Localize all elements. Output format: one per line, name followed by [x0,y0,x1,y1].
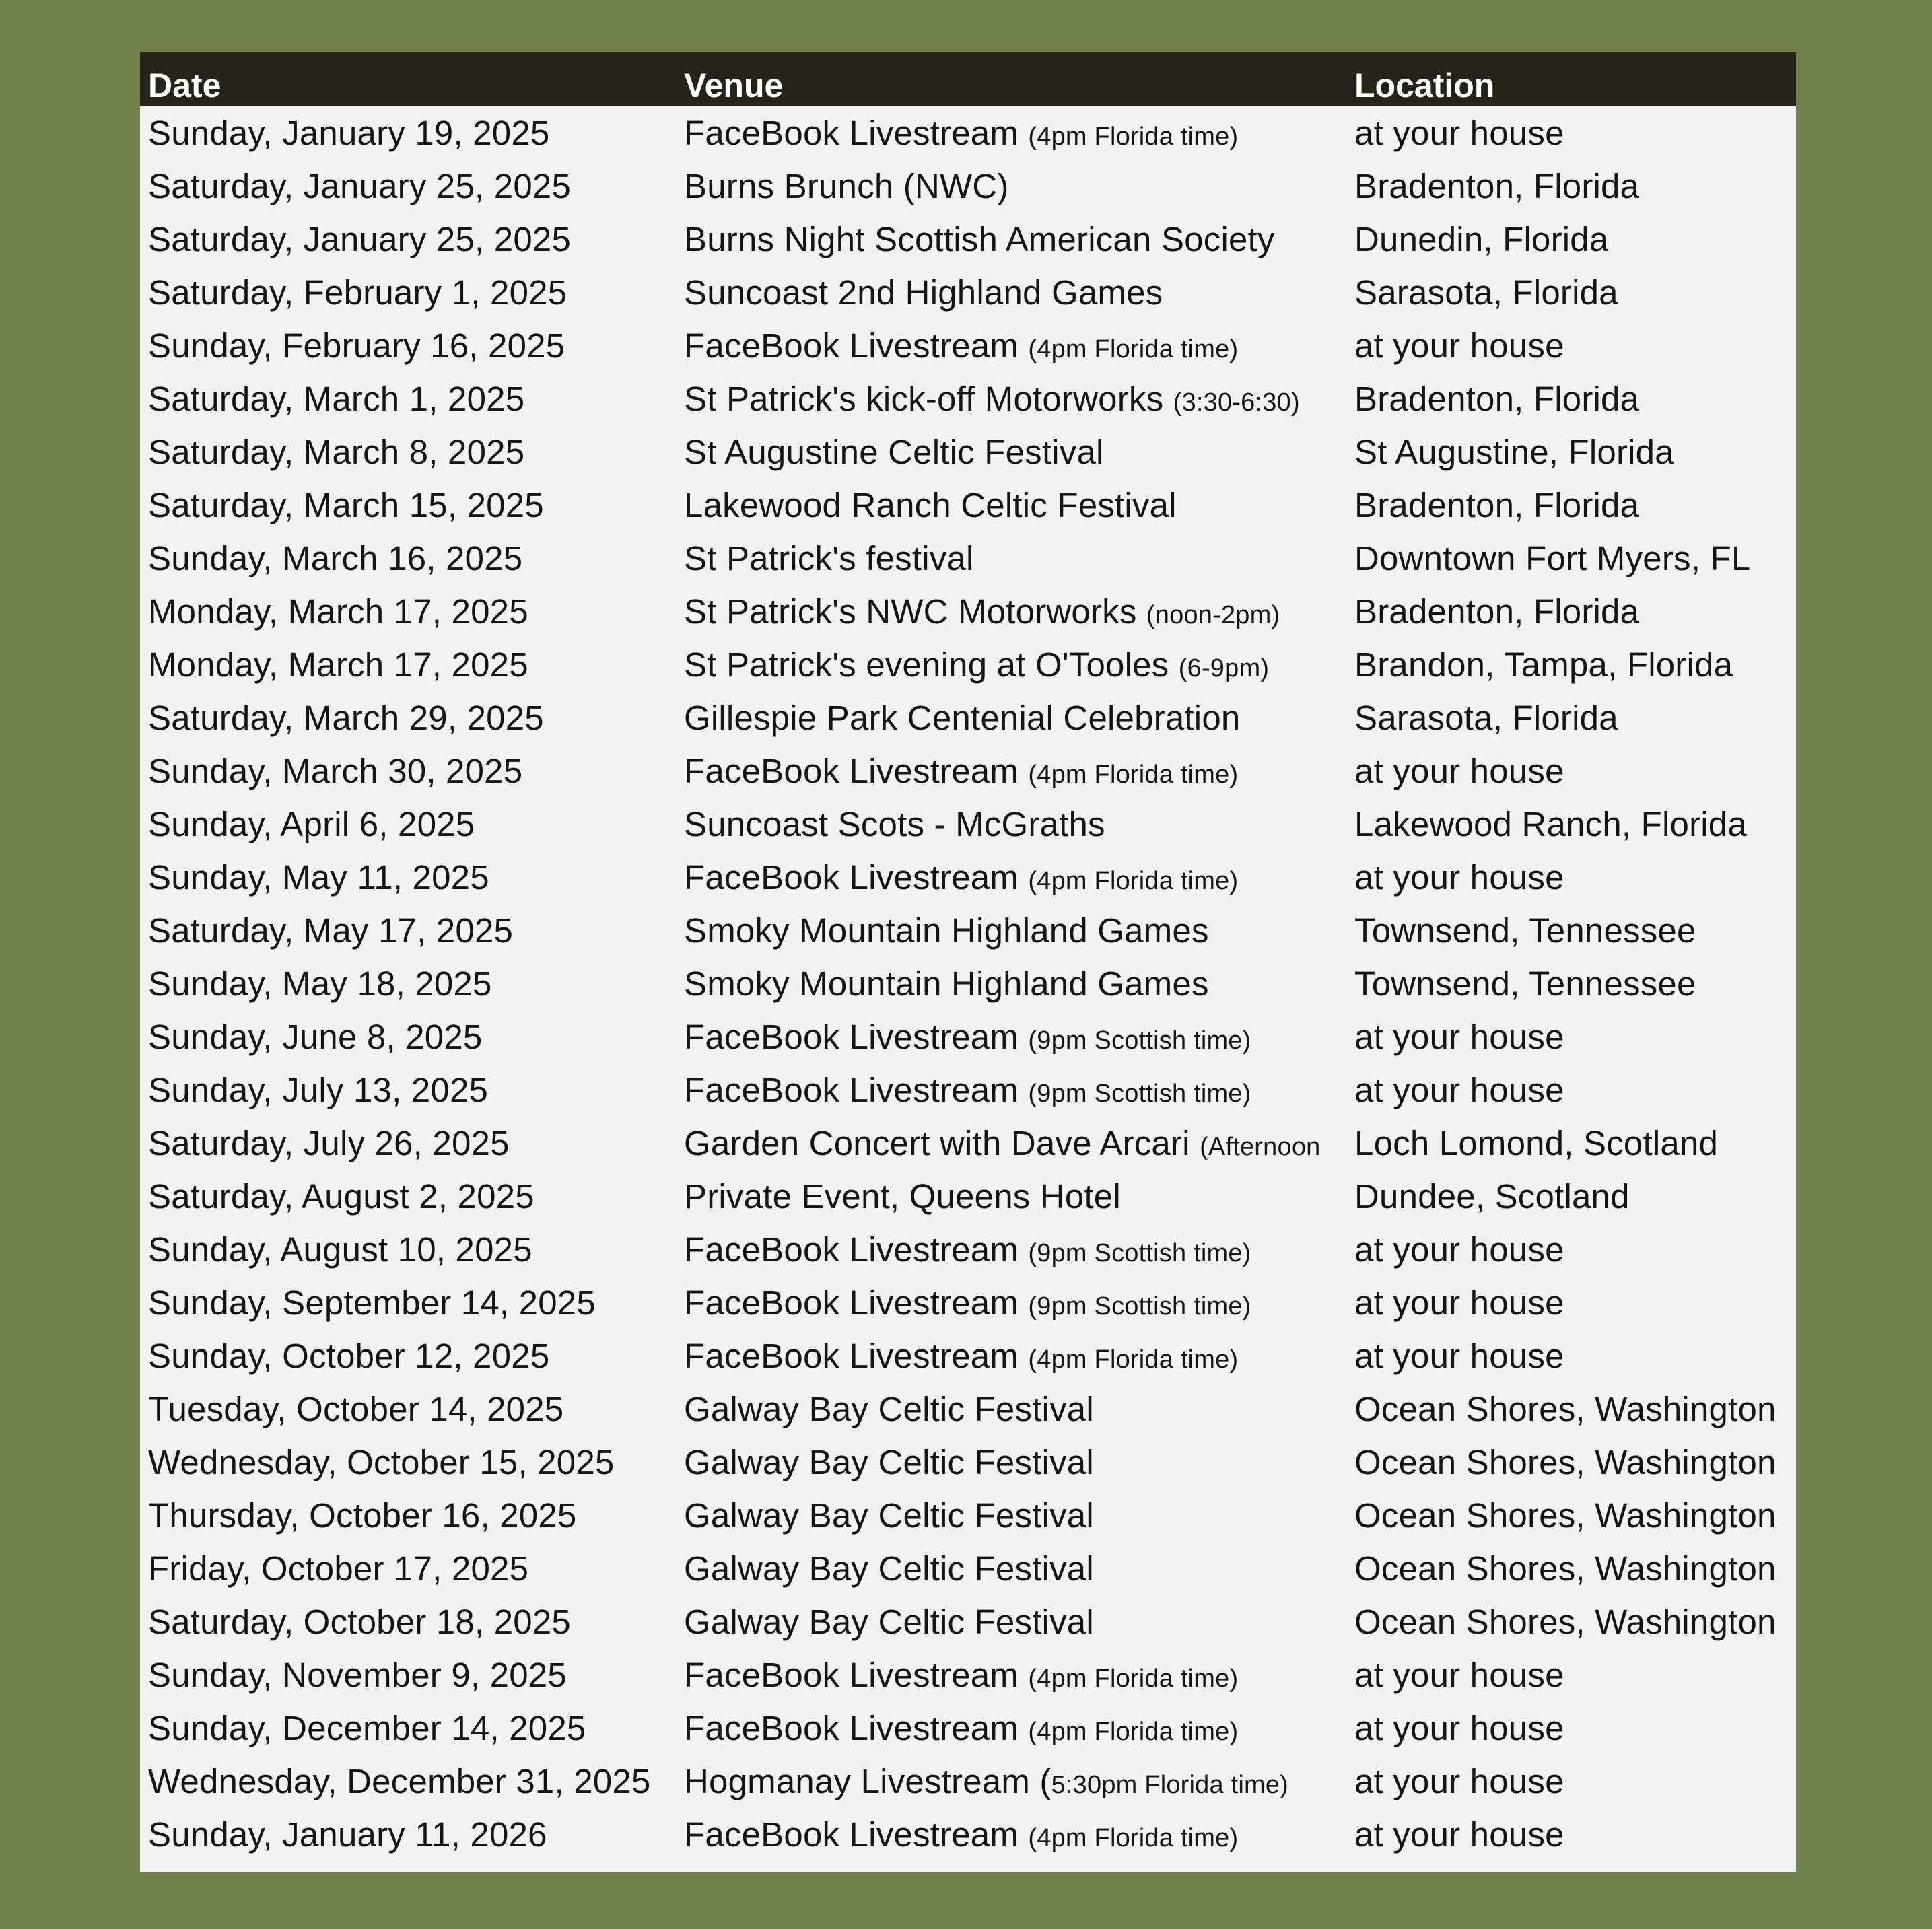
location-cell: at your house [1354,114,1564,152]
venue-name: St Augustine Celtic Festival [684,433,1104,471]
date-cell: Sunday, February 16, 2025 [148,326,565,365]
location-cell: Ocean Shores, Washington [1354,1549,1776,1588]
table-row [140,1117,1796,1170]
table-row [140,638,1796,691]
date-cell: Saturday, March 29, 2025 [148,699,544,737]
date-cell: Sunday, December 14, 2025 [148,1709,586,1747]
date-cell: Sunday, June 8, 2025 [148,1018,483,1056]
venue-name: Smoky Mountain Highland Games [684,964,1209,1003]
venue-cell [676,160,1346,213]
table-row [140,1702,1796,1755]
location-cell: at your house [1354,1230,1564,1269]
location-cell: Dundee, Scotland [1354,1177,1630,1216]
location-cell: Sarasota, Florida [1354,699,1618,737]
date-cell: Sunday, January 11, 2026 [148,1815,547,1854]
venue-name: FaceBook Livestream [684,1337,1019,1375]
date-cell: Saturday, July 26, 2025 [148,1124,510,1162]
venue-time-note: (noon-2pm) [1146,601,1280,629]
location-cell: at your house [1354,1018,1564,1056]
venue-time-note: (4pm Florida time) [1028,1824,1239,1852]
location-cell: Bradenton, Florida [1354,486,1640,524]
location-cell: at your house [1354,1815,1564,1854]
location-cell: Bradenton, Florida [1354,167,1640,205]
table-row [140,372,1796,425]
table-row [140,1010,1796,1063]
venue-name: St Patrick's NWC Motorworks [684,592,1137,631]
venue-cell [676,585,1346,638]
venue-time-note: (9pm Scottish time) [1028,1292,1251,1321]
venue-name: FaceBook Livestream [684,1284,1019,1322]
date-cell: Sunday, July 13, 2025 [148,1071,489,1109]
location-cell: Lakewood Ranch, Florida [1354,805,1747,843]
venue-cell [676,266,1346,319]
date-cell: Saturday, May 17, 2025 [148,911,514,950]
table-row [140,1648,1796,1702]
table-row [140,904,1796,957]
date-cell: Sunday, April 6, 2025 [148,805,475,843]
location-cell: Bradenton, Florida [1354,380,1640,418]
table-row [140,1542,1796,1595]
table-row [140,744,1796,798]
venue-time-note: (4pm Florida time) [1028,1718,1239,1746]
venue-time-note: (9pm Scottish time) [1028,1080,1251,1108]
table-header [140,52,1796,106]
table-row [140,319,1796,372]
venue-name: FaceBook Livestream [684,1018,1019,1056]
venue-name: St Patrick's kick-off Motorworks [684,380,1164,418]
table-row [140,1223,1796,1276]
venue-name: FaceBook Livestream [684,1230,1019,1269]
venue-time-note: (4pm Florida time) [1028,867,1239,895]
venue-cell [676,691,1346,744]
table-row [140,479,1796,532]
location-cell: Townsend, Tennessee [1354,911,1696,950]
venue-cell [676,425,1346,479]
location-cell: at your house [1354,1071,1564,1109]
venue-time-note: (4pm Florida time) [1028,122,1239,151]
venue-cell [676,1542,1346,1595]
date-cell: Saturday, January 25, 2025 [148,220,572,258]
table-row [140,1382,1796,1436]
date-cell: Saturday, March 1, 2025 [148,380,525,418]
header-row [140,52,1796,106]
table-row [140,851,1796,904]
location-cell: Ocean Shores, Washington [1354,1603,1776,1641]
venue-cell [676,1489,1346,1542]
date-cell: Friday, October 17, 2025 [148,1549,529,1588]
location-cell: Townsend, Tennessee [1354,964,1696,1003]
date-cell: Saturday, October 18, 2025 [148,1603,571,1641]
venue-name: St Patrick's festival [684,539,974,577]
venue-cell [676,1276,1346,1329]
venue-name: FaceBook Livestream [684,858,1019,897]
venue-time-note: (4pm Florida time) [1028,1664,1239,1693]
location-cell: Bradenton, Florida [1354,592,1640,631]
date-cell: Sunday, November 9, 2025 [148,1656,567,1694]
location-cell: St Augustine, Florida [1354,433,1674,471]
table-row [140,1276,1796,1329]
schedule-table [140,52,1796,1861]
venue-time-note: (6-9pm) [1178,654,1270,682]
table-row [140,957,1796,1010]
venue-time-note: (Afternoon [1200,1133,1321,1161]
venue-name: Galway Bay Celtic Festival [684,1390,1094,1428]
table-row [140,425,1796,479]
venue-name: Suncoast 2nd Highland Games [684,273,1163,312]
venue-name: Galway Bay Celtic Festival [684,1496,1094,1535]
venue-cell [676,1223,1346,1276]
venue-name: FaceBook Livestream [684,1656,1019,1694]
location-cell: at your house [1354,326,1564,365]
venue-cell [676,1117,1346,1170]
venue-name: Burns Night Scottish American Society [684,220,1275,258]
date-cell: Sunday, September 14, 2025 [148,1284,596,1322]
location-cell: at your house [1354,752,1564,790]
venue-time-note: (4pm Florida time) [1028,335,1239,363]
table-row [140,1755,1796,1808]
venue-cell [676,1808,1346,1861]
venue-name: Galway Bay Celtic Festival [684,1443,1094,1481]
venue-cell [676,957,1346,1010]
date-cell: Saturday, February 1, 2025 [148,273,567,312]
table-row [140,1436,1796,1489]
date-cell: Thursday, October 16, 2025 [148,1496,577,1535]
location-cell: at your house [1354,1656,1564,1694]
table-row [140,266,1796,319]
venue-name: FaceBook Livestream [684,1071,1019,1109]
venue-name: FaceBook Livestream [684,326,1019,365]
date-cell: Sunday, August 10, 2025 [148,1230,532,1269]
venue-time-note: (9pm Scottish time) [1028,1239,1251,1267]
venue-cell [676,1755,1346,1808]
table-row [140,106,1796,160]
venue-cell [676,1010,1346,1063]
date-cell: Monday, March 17, 2025 [148,592,528,631]
venue-cell [676,1063,1346,1117]
venue-cell [676,638,1346,691]
venue-name: FaceBook Livestream [684,752,1019,790]
table-row [140,691,1796,744]
date-cell: Saturday, March 15, 2025 [148,486,544,524]
location-cell: Loch Lomond, Scotland [1354,1124,1719,1162]
location-cell: Dunedin, Florida [1354,220,1609,258]
venue-cell [676,1595,1346,1648]
location-cell: at your house [1354,1337,1564,1375]
venue-name: Smoky Mountain Highland Games [684,911,1209,950]
venue-cell [676,851,1346,904]
table-row [140,798,1796,851]
venue-name: Galway Bay Celtic Festival [684,1549,1094,1588]
date-cell: Tuesday, October 14, 2025 [148,1390,564,1428]
location-cell: Ocean Shores, Washington [1354,1390,1776,1428]
table-row [140,532,1796,585]
location-cell: Sarasota, Florida [1354,273,1618,312]
venue-cell [676,372,1346,425]
venue-cell [676,1436,1346,1489]
date-cell: Saturday, March 8, 2025 [148,433,525,471]
date-cell: Sunday, March 16, 2025 [148,539,523,577]
table-row [140,213,1796,266]
venue-name: FaceBook Livestream [684,114,1019,152]
location-cell: Brandon, Tampa, Florida [1354,645,1733,684]
venue-cell [676,1648,1346,1702]
table-row [140,1170,1796,1223]
venue-cell [676,106,1346,160]
venue-name: FaceBook Livestream [684,1815,1019,1854]
location-cell: at your house [1354,1284,1564,1322]
venue-name: Gillespie Park Centenial Celebration [684,699,1241,737]
location-cell: Ocean Shores, Washington [1354,1443,1776,1481]
venue-time-note: (9pm Scottish time) [1028,1026,1251,1055]
date-cell: Wednesday, December 31, 2025 [148,1762,651,1800]
location-cell: at your house [1354,1762,1564,1800]
table-row [140,1489,1796,1542]
venue-name: Galway Bay Celtic Festival [684,1603,1094,1641]
venue-time-note: 5:30pm Florida time) [1051,1771,1289,1799]
table-row [140,585,1796,638]
venue-cell [676,798,1346,851]
table-row [140,1063,1796,1117]
venue-cell [676,1702,1346,1755]
column-header-location: Location [1354,67,1495,104]
venue-cell [676,1170,1346,1223]
venue-name: Burns Brunch (NWC) [684,167,1009,205]
location-cell: at your house [1354,858,1564,897]
schedule-sheet [140,52,1796,1872]
table-row [140,160,1796,213]
date-cell: Sunday, January 19, 2025 [148,114,550,152]
date-cell: Saturday, January 25, 2025 [148,167,572,205]
venue-cell [676,213,1346,266]
venue-name: Hogmanay Livestream ( [684,1762,1051,1800]
venue-cell [676,319,1346,372]
venue-cell [676,744,1346,798]
venue-cell [676,1329,1346,1382]
venue-cell [676,904,1346,957]
venue-time-note: (4pm Florida time) [1028,761,1239,789]
venue-time-note: (4pm Florida time) [1028,1345,1239,1374]
date-cell: Sunday, March 30, 2025 [148,752,523,790]
date-cell: Sunday, October 12, 2025 [148,1337,550,1375]
column-header-date: Date [148,67,221,104]
venue-cell [676,532,1346,585]
venue-name: Suncoast Scots - McGraths [684,805,1105,843]
table-row [140,1329,1796,1382]
date-cell: Saturday, August 2, 2025 [148,1177,534,1216]
date-cell: Sunday, May 11, 2025 [148,858,489,897]
location-cell: at your house [1354,1709,1564,1747]
venue-name: St Patrick's evening at O'Tooles [684,645,1169,684]
date-cell: Sunday, May 18, 2025 [148,964,492,1003]
venue-name: FaceBook Livestream [684,1709,1019,1747]
venue-cell [676,479,1346,532]
venue-name: Private Event, Queens Hotel [684,1177,1121,1216]
date-cell: Monday, March 17, 2025 [148,645,528,684]
venue-time-note: (3:30-6:30) [1173,388,1300,417]
location-cell: Ocean Shores, Washington [1354,1496,1776,1535]
table-row [140,1808,1796,1861]
venue-name: Garden Concert with Dave Arcari [684,1124,1190,1162]
location-cell: Downtown Fort Myers, FL [1354,539,1751,577]
table-body [140,106,1796,1861]
venue-cell [676,1382,1346,1436]
column-header-venue: Venue [684,67,784,104]
venue-name: Lakewood Ranch Celtic Festival [684,486,1177,524]
table-row [140,1595,1796,1648]
date-cell: Wednesday, October 15, 2025 [148,1443,615,1481]
